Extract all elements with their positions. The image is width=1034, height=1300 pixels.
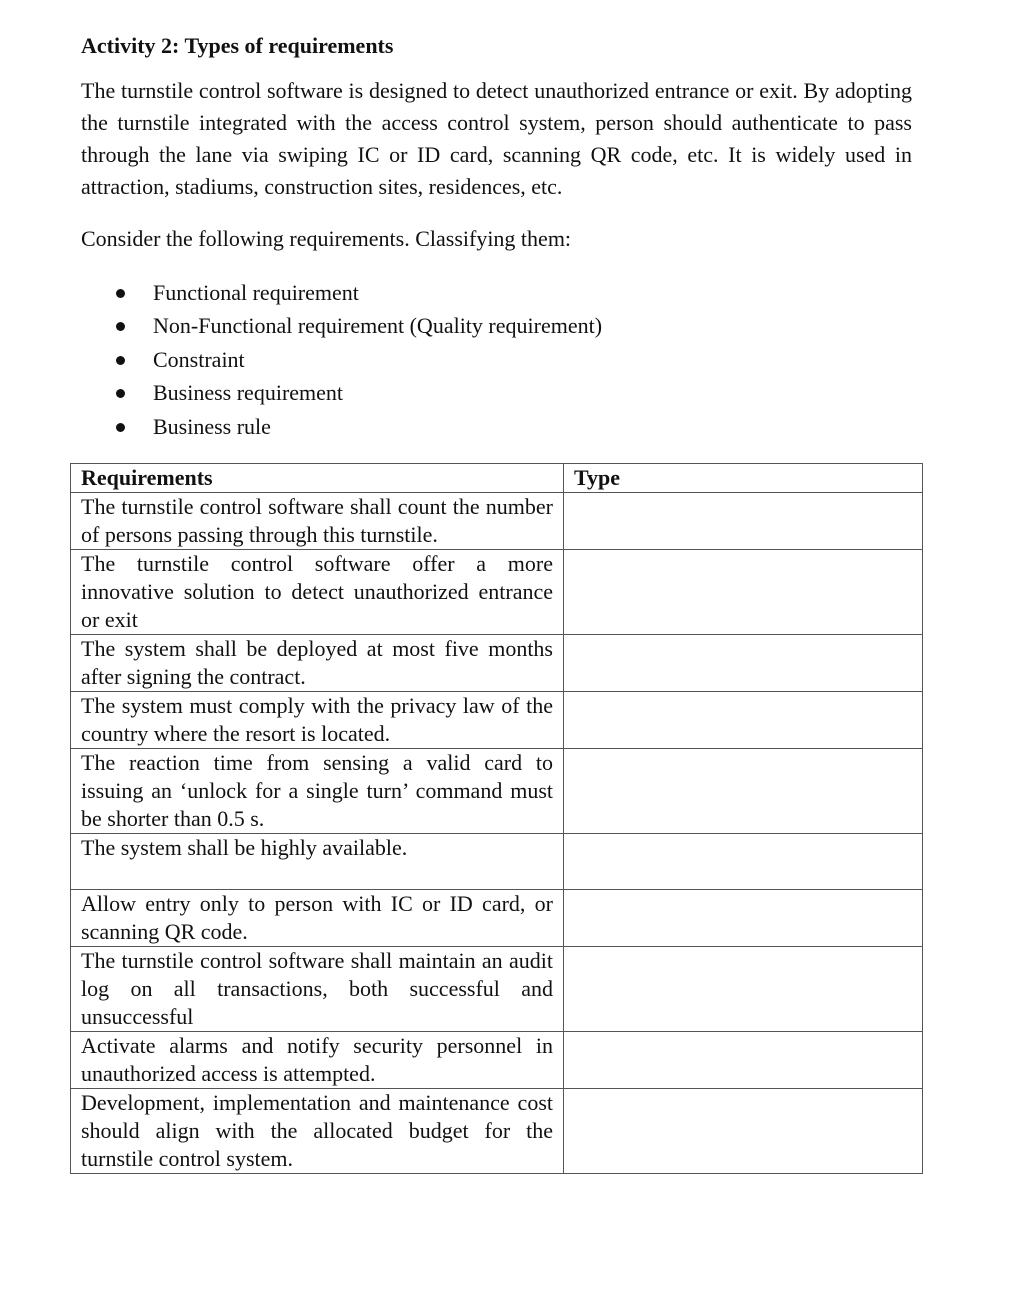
type-cell[interactable] xyxy=(564,550,923,635)
requirement-cell: The system shall be deployed at most five months after signing the contract. xyxy=(71,635,564,692)
type-cell[interactable] xyxy=(564,635,923,692)
requirement-cell: The system must comply with the privacy law of the country where the resort is located. xyxy=(71,692,564,749)
table-row xyxy=(71,493,923,550)
table-row xyxy=(71,1089,923,1174)
type-cell[interactable] xyxy=(564,834,923,890)
type-cell[interactable] xyxy=(564,692,923,749)
type-cell[interactable] xyxy=(564,1032,923,1089)
table-header-row xyxy=(71,464,923,493)
category-item: Constraint xyxy=(113,343,602,376)
requirement-cell: Allow entry only to person with IC or ID card, or scanning QR code. xyxy=(71,890,564,947)
category-item: Business requirement xyxy=(113,376,602,409)
type-cell[interactable] xyxy=(564,493,923,550)
table-row xyxy=(71,635,923,692)
type-cell[interactable] xyxy=(564,890,923,947)
table-row xyxy=(71,834,923,890)
requirements-table xyxy=(70,463,923,1174)
requirement-cell: The system shall be highly available. xyxy=(71,834,564,890)
requirement-cell: The reaction time from sensing a valid card to issuing an ‘unlock for a single turn’ command must be shorter than 0.5 s. xyxy=(71,749,564,834)
requirement-cell: Activate alarms and notify security personnel in unauthorized access is attempted. xyxy=(71,1032,564,1089)
table-row xyxy=(71,692,923,749)
requirement-cell: The turnstile control software offer a more innovative solution to detect unauthorized entrance or exit xyxy=(71,550,564,635)
type-cell[interactable] xyxy=(564,1089,923,1174)
instruction-text: Consider the following requirements. Classifying them: xyxy=(81,226,572,251)
type-cell[interactable] xyxy=(564,947,923,1032)
table-row xyxy=(71,1032,923,1089)
requirement-cell: Development, implementation and maintenance cost should align with the allocated budget for the turnstile control system. xyxy=(71,1089,564,1174)
table-row xyxy=(71,749,923,834)
category-item: Business rule xyxy=(113,410,602,443)
header-requirements: Requirements xyxy=(71,464,564,493)
category-list xyxy=(113,276,602,443)
category-item: Functional requirement xyxy=(113,276,602,309)
type-cell[interactable] xyxy=(564,749,923,834)
category-item: Non-Functional requirement (Quality requirement) xyxy=(113,309,602,342)
activity-title: Activity 2: Types of requirements xyxy=(81,33,394,58)
requirement-cell: The turnstile control software shall maintain an audit log on all transactions, both successful and unsuccessful xyxy=(71,947,564,1032)
table-row xyxy=(71,550,923,635)
intro-paragraph: The turnstile control software is designed to detect unauthorized entrance or exit. By adopting the turnstile integrated with the access control system, person should authenticate to pass through the lane via swiping IC or ID card, scanning QR code, etc. It is widely used in attraction, stadiums, construction sites, residences, etc. xyxy=(81,78,912,199)
header-type: Type xyxy=(564,464,923,493)
table-row xyxy=(71,890,923,947)
requirement-cell: The turnstile control software shall count the number of persons passing through this turnstile. xyxy=(71,493,564,550)
table-row xyxy=(71,947,923,1032)
